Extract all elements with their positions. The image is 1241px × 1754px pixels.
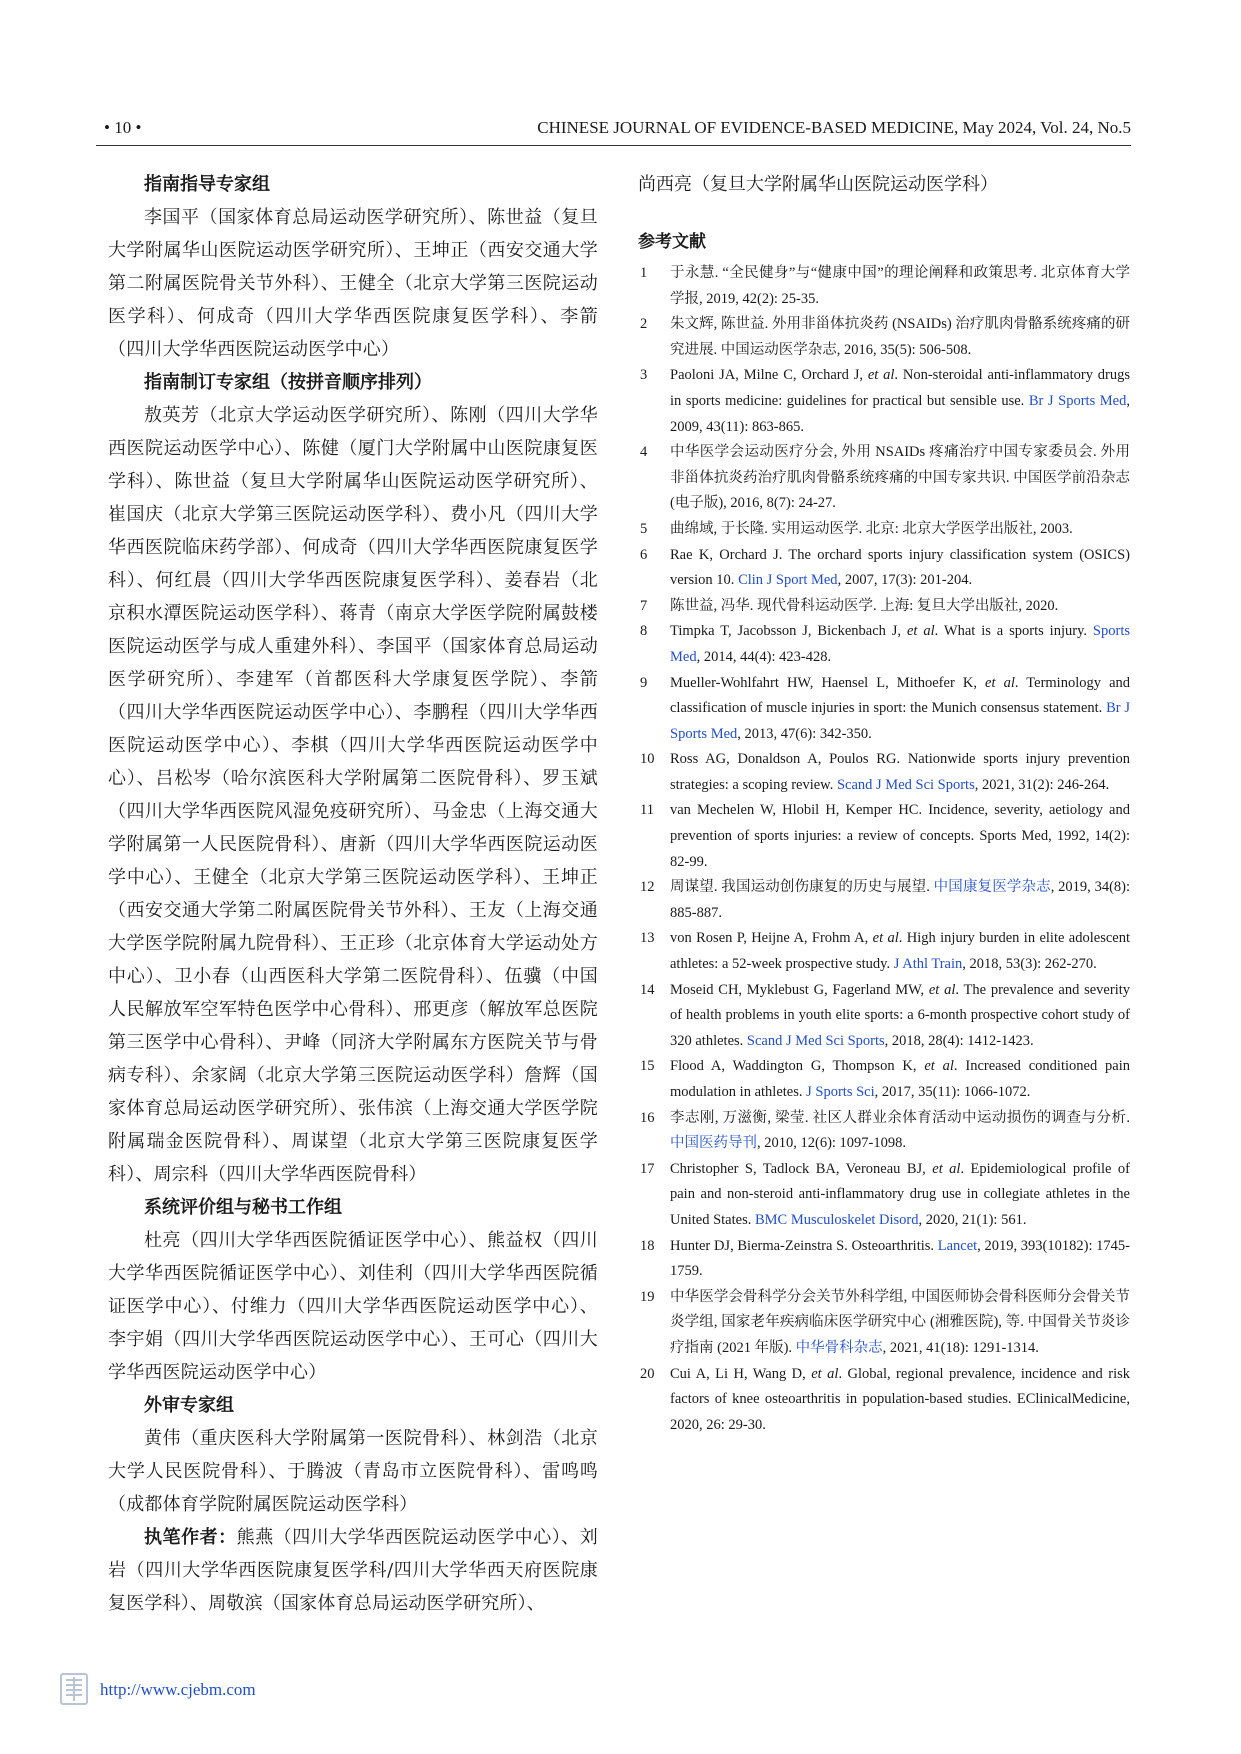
reference-number: 12: [640, 879, 655, 896]
section-title-systematic-review-group: 系统评价组与秘书工作组: [144, 1197, 342, 1218]
reference-number: 10: [640, 751, 655, 768]
writing-authors: [108, 1521, 598, 1620]
reference-item: [638, 517, 1130, 543]
reference-citation: , 2018, 53(3): 262-270.: [962, 956, 1097, 973]
reference-journal-link[interactable]: 中国康复医学杂志: [933, 879, 1051, 896]
reference-text: [670, 671, 1130, 748]
reference-item: [638, 671, 1130, 748]
reference-item: [638, 798, 1130, 875]
section-body-systematic-review-group: 杜亮（四川大学华西医院循证医学中心）、熊益权（四川大学华西医院循证医学中心）、刘佳利（四川大学华西医院循证医学中心）、付维力（四川大学华西医院运动医学中心）、李宇娟（四川大学华西医院运动医学中心）、王可心（四川大学华西医院运动医学中心）: [108, 1230, 598, 1383]
reference-text: [670, 1157, 1130, 1234]
reference-item: [638, 1285, 1130, 1362]
reference-item: [638, 1054, 1130, 1105]
reference-citation: , 2019, 393(10182): 1745-1759.: [670, 1237, 1131, 1280]
reference-body: 曲绵域, 于长隆. 实用运动医学. 北京: 北京大学医学出版社, 2003.: [670, 520, 1073, 537]
reference-body: 于永慧. “全民健身”与“健康中国”的理论阐释和政策思考. 北京体育大学学报, 2019, 42(2): 25-35.: [670, 265, 1130, 307]
reference-citation: , 2010, 12(6): 1097-1098.: [757, 1135, 907, 1152]
reference-item: [638, 1157, 1130, 1234]
section-body-external-review: 黄伟（重庆医科大学附属第一医院骨科）、林剑浩（北京大学人民医院骨科）、于腾波（青岛市立医院骨科）、雷鸣鸣（成都体育学院附属医院运动医学科）: [108, 1428, 598, 1515]
reference-body-cont: . Increased conditioned pain modulation in athletes.: [670, 1058, 1131, 1100]
reference-text: [670, 312, 1130, 363]
reference-text: [670, 440, 1130, 517]
reference-body: 朱文辉, 陈世益. 外用非甾体抗炎药 (NSAIDs) 治疗肌肉骨骼系统疼痛的研究进展. 中国运动医学杂志, 2016, 35(5): 506-508.: [670, 316, 1130, 358]
reference-number: 11: [640, 802, 654, 819]
reference-number: 13: [640, 930, 655, 947]
reference-number: 5: [640, 520, 648, 537]
reference-item: [638, 619, 1130, 670]
reference-body: 中华医学会运动医疗分会, 外用 NSAIDs 疼痛治疗中国专家委员会. 外用非甾体抗炎药治疗肌肉骨骼系统疼痛的中国专家共识. 中国医学前沿杂志 (电子版), 2016, 8(7): 24-27.: [670, 444, 1130, 512]
reference-item: [638, 312, 1130, 363]
reference-body-cont: . Non-steroidal anti-inflammatory drugs in sports medicine: guidelines for practical but sensible use.: [670, 367, 1131, 409]
reference-item: [638, 594, 1130, 620]
section-body-development-experts: 敖英芳（北京大学运动医学研究所）、陈刚（四川大学华西医院运动医学中心）、陈健（厦门大学附属中山医院康复医学科）、陈世益（复旦大学附属华山医院运动医学研究所）、崔国庆（北京大学第三医院运动医学科）、费小凡（四川大学华西医院临床药学部）、何成奇（四川大学华西医院康复医学科）、何红晨（四川大学华西医院康复医学科）、姜春岩（北京积水潭医院运动医学科）、蒋青（南京大学医学院附属鼓楼医院运动医学与成人重建外科）、李国平（国家体育总局运动医学研究所）、李建军（首都医科大学康复医学院）、李箭（四川大学华西医院运动医学中心）、李鹏程（四川大学华西医院运动医学中心）、李棋（四川大学华西医院运动医学中心）、吕松岑（哈尔滨医科大学附属第二医院骨科）、罗玉斌（四川大学华西医院风湿免疫研究所）、马金忠（上海交通大学附属第一人民医院骨科）、唐新（四川大学华西医院运动医学中心）、王健全（北京大学第三医院运动医学科）、王坤正（西安交通大学第二附属医院骨关节外科）、王友（上海交通大学医学院附属九院骨科）、王正珍（北京体育大学运动处方中心）、卫小春（山西医科大学第二医院骨科）、伍骥（中国人民解放军空军特色医学中心骨科）、邢更彦（解放军总医院第三医学中心骨科）、尹峰（同济大学附属东方医院关节与骨病专科）、余家阔（北京大学第三医院运动医学科）詹辉（国家体育总局运动医学研究所）、张伟滨（上海交通大学医学院附属瑞金医院骨科）、周谋望（北京大学第三医院康复医学科）、周宗科（四川大学华西医院骨科）: [108, 405, 598, 1185]
reference-etal: et al: [811, 1365, 839, 1382]
reference-etal: et al: [932, 1160, 961, 1177]
reference-text: [670, 978, 1130, 1055]
reference-number: 15: [640, 1058, 655, 1075]
reference-text: [670, 594, 1130, 620]
author-continuation: 尚西亮（复旦大学附属华山医院运动医学科）: [638, 174, 998, 195]
reference-citation: , 2013, 47(6): 342-350.: [737, 725, 872, 742]
reference-citation: , 2009, 43(11): 863-865.: [670, 392, 1130, 435]
reference-item: [638, 261, 1130, 312]
reference-body: 周谋望. 我国运动创伤康复的历史与展望.: [670, 879, 934, 896]
reference-body-cont: . Epidemiological profile of pain and non-steroid anti-inflammatory drug use in collegiate athletes in the United States.: [670, 1160, 1130, 1228]
writing-authors-label: 执笔作者：: [144, 1527, 237, 1548]
reference-journal-link[interactable]: 中华骨科杂志: [795, 1339, 883, 1356]
reference-journal-link[interactable]: Scand J Med Sci Sports: [836, 776, 975, 793]
reference-body: Christopher S, Tadlock BA, Veroneau BJ,: [670, 1160, 933, 1177]
reference-body: van Mechelen W, Hlobil H, Kemper HC. Incidence, severity, aetiology and prevention of sports injuries: a review of concepts. Sports Med, 1992, 14(2): 82-99.: [670, 802, 1130, 870]
reference-text: [670, 1054, 1130, 1105]
journal-logo-icon: [58, 1672, 90, 1706]
reference-number: 19: [640, 1288, 655, 1305]
reference-text: [670, 619, 1130, 670]
reference-body-cont: . Terminology and classification of muscle injuries in sport: the Munich consensus statement.: [670, 674, 1131, 717]
reference-number: 16: [640, 1109, 655, 1126]
reference-text: [670, 543, 1130, 594]
reference-body-cont: . The prevalence and severity of health problems in youth elite sports: a 6-month prospective cohort study of 320 athletes.: [670, 981, 1130, 1049]
reference-number: 17: [640, 1160, 655, 1177]
reference-number: 18: [640, 1237, 655, 1254]
reference-etal: et al: [924, 1058, 954, 1075]
reference-journal-link[interactable]: Sports Med: [670, 623, 1130, 665]
reference-text: [670, 363, 1130, 440]
reference-text: [670, 926, 1130, 977]
reference-item: [638, 875, 1130, 926]
reference-citation: , 2021, 41(18): 1291-1314.: [882, 1339, 1039, 1356]
reference-number: 4: [640, 444, 648, 461]
reference-number: 14: [640, 981, 655, 998]
header-rule: [96, 145, 1131, 146]
reference-citation: , 2007, 17(3): 201-204.: [837, 572, 973, 589]
section-title-guidance-experts: 指南指导专家组: [144, 174, 270, 195]
reference-list: [638, 261, 1130, 1438]
reference-etal: et al: [928, 981, 956, 998]
section-title-external-review: 外审专家组: [144, 1395, 234, 1416]
reference-body: 中华医学会骨科学分会关节外科学组, 中国医师协会骨科医师分会骨关节炎学组, 国家老年疾病临床医学研究中心 (湘雅医院), 等. 中国骨关节炎诊疗指南 (2021 年版).: [670, 1288, 1130, 1356]
reference-text: [670, 1106, 1130, 1157]
reference-body-cont: . What is a sports injury.: [934, 623, 1093, 640]
reference-number: 2: [640, 316, 648, 333]
reference-citation: , 2014, 44(4): 423-428.: [696, 648, 832, 665]
reference-etal: et al: [906, 623, 935, 640]
right-column: [638, 168, 1130, 1438]
reference-body: 陈世益, 冯华. 现代骨科运动医学. 上海: 复旦大学出版社, 2020.: [670, 597, 1059, 614]
reference-body: von Rosen P, Heijne A, Frohm A,: [670, 930, 873, 947]
references-title: 参考文献: [638, 232, 706, 252]
reference-item: [638, 747, 1130, 798]
reference-body: Ross AG, Donaldson A, Poulos RG. Nationwide sports injury prevention strategies: a scoping review.: [670, 751, 1130, 793]
reference-body: Timpka T, Jacobsson J, Bickenbach J,: [670, 623, 907, 640]
reference-journal-link[interactable]: BMC Musculoskelet Disord: [754, 1211, 919, 1228]
reference-item: [638, 440, 1130, 517]
page-number: • 10 •: [104, 118, 142, 137]
page-header: [96, 118, 1131, 140]
reference-journal-link[interactable]: Scand J Med Sci Sports: [746, 1032, 885, 1049]
reference-body-cont: . Global, regional prevalence, incidence and risk factors of knee osteoarthritis in population-based studies. EClinicalMedicine, 2020, 26: 29-30.: [670, 1365, 1131, 1433]
reference-body: Paoloni JA, Milne C, Orchard J,: [670, 367, 868, 384]
journal-url-link[interactable]: http://www.cjebm.com: [100, 1680, 256, 1699]
reference-item: [638, 1106, 1130, 1157]
reference-journal-link[interactable]: J Athl Train: [893, 956, 963, 973]
reference-text: [670, 1285, 1130, 1362]
reference-number: 9: [640, 674, 648, 691]
reference-etal: et al: [867, 367, 895, 384]
reference-citation: , 2019, 34(8): 885-887.: [670, 879, 1131, 921]
section-body-guidance-experts: 李国平（国家体育总局运动医学研究所）、陈世益（复旦大学附属华山医院运动医学研究所）、王坤正（西安交通大学第二附属医院骨关节外科）、王健全（北京大学第三医院运动医学科）、何成奇（四川大学华西医院康复医学科）、李箭（四川大学华西医院运动医学中心）: [108, 207, 598, 360]
reference-body: Hunter DJ, Bierma-Zeinstra S. Osteoarthritis.: [670, 1237, 938, 1254]
journal-running-title: CHINESE JOURNAL OF EVIDENCE-BASED MEDICINE, May 2024, Vol. 24, No.5: [537, 118, 1131, 137]
reference-citation: , 2018, 28(4): 1412-1423.: [884, 1032, 1034, 1049]
reference-body: Mueller-Wohlfahrt HW, Haensel L, Mithoefer K,: [670, 674, 986, 691]
reference-number: 1: [640, 265, 648, 281]
reference-number: 7: [640, 597, 648, 614]
page-footer: [58, 1672, 358, 1706]
reference-text: [670, 798, 1130, 875]
reference-journal-link[interactable]: Br J Sports Med: [1028, 392, 1127, 409]
reference-item: [638, 543, 1130, 594]
reference-number: 6: [640, 546, 648, 563]
reference-body-cont: . High injury burden in elite adolescent athletes: a 52-week prospective study.: [670, 930, 1130, 973]
section-title-development-experts: 指南制订专家组（按拼音顺序排列）: [144, 372, 432, 393]
reference-number: 20: [640, 1365, 655, 1382]
reference-body: Moseid CH, Myklebust G, Fagerland MW,: [670, 981, 929, 998]
reference-text: [670, 517, 1130, 543]
reference-text: [670, 747, 1130, 798]
reference-journal-link[interactable]: 中国医药导刊: [670, 1135, 757, 1152]
reference-citation: , 2017, 35(11): 1066-1072.: [874, 1084, 1031, 1100]
reference-body: Flood A, Waddington G, Thompson K,: [670, 1058, 925, 1075]
reference-etal: et al: [985, 674, 1015, 691]
reference-number: 8: [640, 623, 648, 640]
reference-etal: et al: [872, 930, 899, 947]
reference-journal-link[interactable]: Br J Sports Med: [670, 700, 1130, 742]
reference-item: [638, 978, 1130, 1055]
reference-item: [638, 363, 1130, 440]
reference-item: [638, 1362, 1130, 1439]
reference-text: [670, 261, 1130, 312]
reference-text: [670, 1234, 1130, 1285]
reference-journal-link[interactable]: Clin J Sport Med: [738, 572, 838, 589]
left-column: [108, 168, 598, 1620]
reference-item: [638, 926, 1130, 977]
reference-text: [670, 875, 1130, 926]
reference-item: [638, 1234, 1130, 1285]
reference-body: Cui A, Li H, Wang D,: [670, 1365, 812, 1382]
reference-citation: , 2020, 21(1): 561.: [918, 1211, 1027, 1228]
writing-authors-body: 熊燕（四川大学华西医院运动医学中心）、刘岩（四川大学华西医院康复医学科/四川大学华西天府医院康复医学科）、周敬滨（国家体育总局运动医学研究所）、: [108, 1527, 599, 1614]
reference-journal-link[interactable]: J Sports Sci: [806, 1084, 875, 1100]
reference-text: [670, 1362, 1130, 1439]
reference-journal-link[interactable]: Lancet: [937, 1237, 978, 1254]
reference-number: 3: [640, 367, 648, 384]
reference-citation: , 2021, 31(2): 246-264.: [974, 776, 1110, 793]
reference-body: Rae K, Orchard J. The orchard sports injury classification system (OSICS) version 10.: [670, 546, 1130, 589]
reference-body: 李志刚, 万滋衡, 梁莹. 社区人群业余体育活动中运动损伤的调查与分析.: [670, 1109, 1130, 1126]
